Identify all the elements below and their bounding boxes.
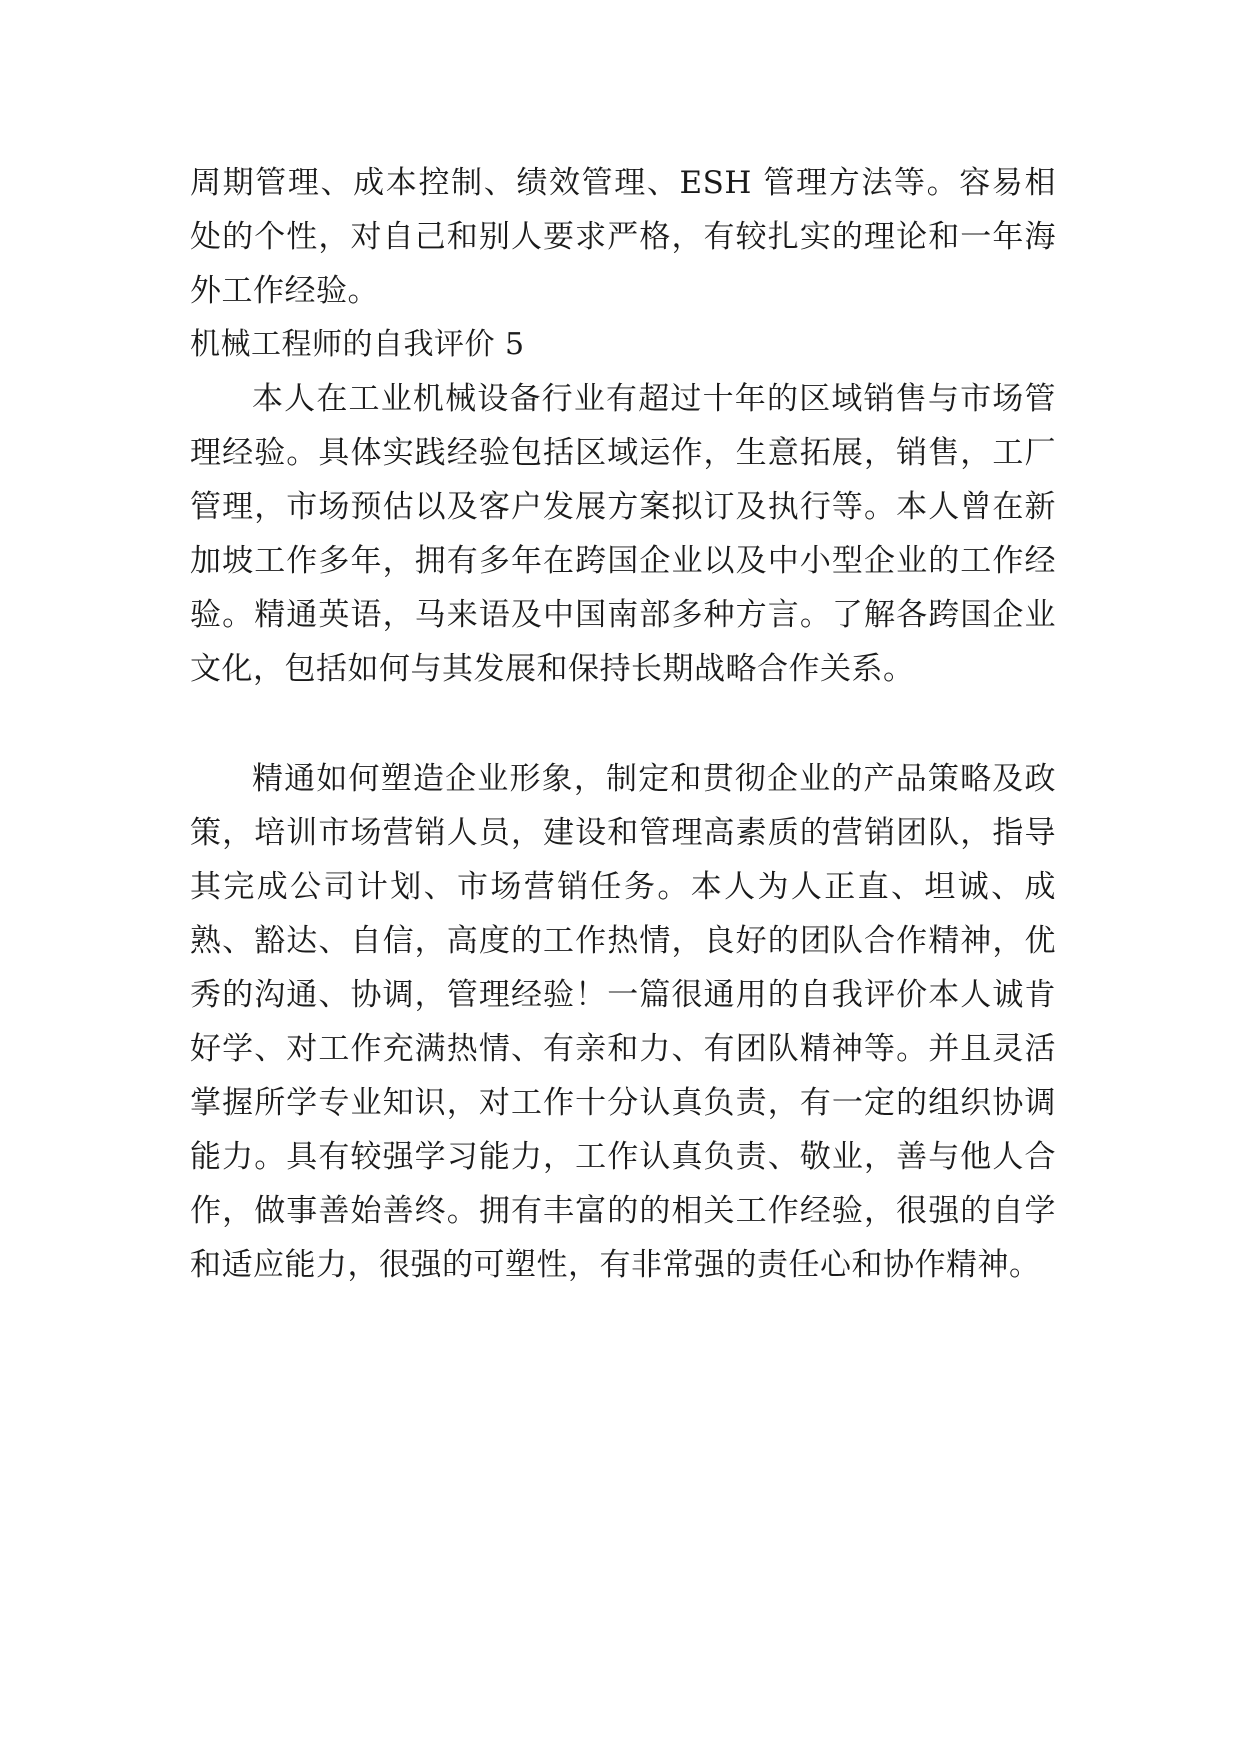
section-heading: 机械工程师的自我评价 5: [190, 327, 525, 362]
paragraph-gap: [190, 696, 1056, 752]
continued-paragraph: 周期管理、成本控制、绩效管理、ESH 管理方法等。容易相处的个性，对自己和别人要求严格，有较扎实的理论和一年海外工作经验。: [190, 165, 1056, 309]
document-body: [190, 156, 1056, 1292]
paragraph-2: 精通如何塑造企业形象，制定和贯彻企业的产品策略及政策，培训市场营销人员，建设和管理高素质的营销团队，指导其完成公司计划、市场营销任务。本人为人正直、坦诚、成熟、豁达、自信，高度的工作热情，良好的团队合作精神，优秀的沟通、协调，管理经验！一篇很通用的自我评价本人诚肯好学、对工作充满热情、有亲和力、有团队精神等。并且灵活掌握所学专业知识，对工作十分认真负责，有一定的组织协调能力。具有较强学习能力，工作认真负责、敬业，善与他人合作，做事善始善终。拥有丰富的的相关工作经验，很强的自学和适应能力，很强的可塑性，有非常强的责任心和协作精神。: [190, 761, 1056, 1283]
paragraph-1: 本人在工业机械设备行业有超过十年的区域销售与市场管理经验。具体实践经验包括区域运作，生意拓展，销售，工厂管理，市场预估以及客户发展方案拟订及执行等。本人曾在新加坡工作多年，拥有多年在跨国企业以及中小型企业的工作经验。精通英语，马来语及中国南部多种方言。了解各跨国企业文化，包括如何与其发展和保持长期战略合作关系。: [190, 381, 1056, 687]
